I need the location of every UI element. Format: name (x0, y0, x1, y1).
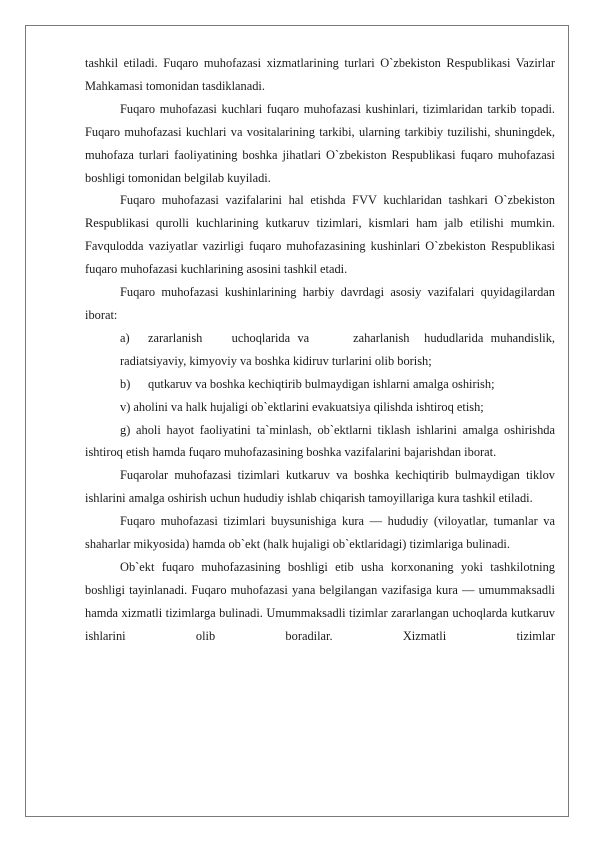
list-item-b-text: qutkaruv va boshka kechiqtirib bulmaydigan ishlarni amalga oshirish; (148, 376, 495, 391)
list-item-a (85, 327, 559, 373)
document-body (85, 52, 559, 648)
paragraph-wartime-tasks-intro: Fuqaro muhofazasi kushinlarining harbiy davrdagi asosiy vazifalari quyidagilardan iborat: (85, 285, 555, 322)
paragraph-object-head: Ob`ekt fuqaro muhofazasining boshligi etib usha korxonaning yoki tashkilotning boshligi tayinlanadi. Fuqaro muhofazasi yana belgilangan vazifasiga kura — umummaksadli hamda xizmatli tizimlarga bulinadi. Umummaksadli tizimlar zararlangan uchoqlarda kutkaruv ishlarini olib boradilar. Xizmatli tizimlar (85, 559, 555, 643)
paragraph-systems-organization: Fuqarolar muhofazasi tizimlari kutkaruv va boshka kechiqtirib bulmaydigan tiklov ishlarini amalga oshirish uchun hududiy ishlab chiqarish tamoyillariga kura tashkil etiladi. (85, 468, 555, 506)
paragraph-systems-subordination: Fuqaro muhofazasi tizimlari buysunishiga kura — hududiy (viloyatlar, tumanlar va shaharlar mikyosida) hamda ob`ekt (halk hujaligi ob`ektlaridagi) tizimlariga bulinadi. (85, 514, 555, 552)
paragraph-forces-composition: Fuqaro muhofazasi kuchlari fuqaro muhofazasi kushinlari, tizimlaridan tarkib topadi. Fuqaro muhofazasi kuchlari va vositalarining tarkibi, ularning tarkibiy tuzilishi, shuningdek, muhofaza turlari faoliyatining boshka jihatlari O`zbekiston Respublikasi fuqaro muhofazasi boshligi tomonidan belgilab kuyiladi. (85, 101, 555, 185)
paragraph-continuation: tashkil etiladi. Fuqaro muhofazasi xizmatlarining turlari O`zbekiston Respublikasi Vazirlar Mahkamasi tomonidan tasdiklanadi. (85, 56, 555, 93)
list-item-g: g) aholi hayot faoliyatini ta`minlash, ob`ektlarni tiklash ishlarini amalga oshirishda ishtiroq etish hamda fuqaro muhofazasining boshka vazifalarini bajarishdan iborat. (85, 422, 555, 460)
list-item-b (85, 373, 555, 396)
list-item-v: v) aholini va halk hujaligi ob`ektlarini evakuatsiya qilishda ishtiroq etish; (120, 399, 484, 414)
list-item-a-label: a) (120, 330, 130, 345)
list-item-a-text: zararlanish uchoqlarida va zaharlanish hududlarida muhandislik, radiatsiyaviy, kimyoviy va boshka kidiruv turlarini olib borish; (120, 330, 559, 368)
list-item-b-label: b) (120, 376, 131, 391)
paragraph-forces-involvement: Fuqaro muhofazasi vazifalarini hal etishda FVV kuchlaridan tashkari O`zbekiston Respublikasi qurolli kuchlarining kutkaruv tizimlari, kismlari ham jalb etilishi mumkin. Favqulodda vaziyatlar vazirligi fuqaro muhofazasining kushinlari O`zbekiston Respublikasi fuqaro muhofazasi kuchlarining asosini tashkil etadi. (85, 193, 555, 277)
